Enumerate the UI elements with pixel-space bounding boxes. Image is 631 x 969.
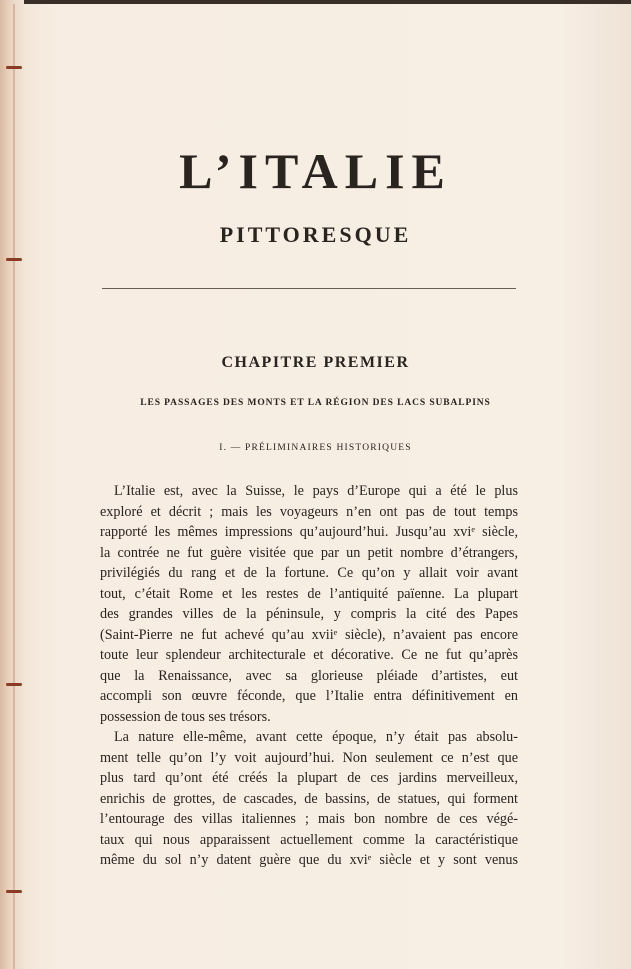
binding-stitch — [6, 890, 22, 893]
binding-stitch — [6, 683, 22, 686]
text-line: l’entourage des villas italiennes ; mais bon nombre de ces végé- — [100, 811, 518, 827]
text-line: tout, c’était Rome et les restes de l’antiquité païenne. La plupart — [100, 585, 518, 602]
text-line: rapporté les mêmes impressions qu’aujourd’hui. Jusqu’au xviᵉ siècle, — [100, 524, 518, 540]
book-subtitle: PITTORESQUE — [219, 222, 412, 247]
text-line: exploré et décrit ; mais les voyageurs n’en ont pas de tout temps — [100, 503, 518, 520]
text-line: enrichis de grottes, de cascades, de bassins, de statues, qui forment — [100, 790, 518, 807]
title-divider — [102, 288, 516, 289]
text-line: L’Italie est, avec la Suisse, le pays d’Europe qui a été le plus — [114, 483, 518, 499]
text-line: toute leur splendeur architecturale et décorative. Ce ne fut qu’après — [100, 647, 518, 663]
chapter-heading: CHAPITRE PREMIER — [221, 354, 410, 371]
section-heading: I. — PRÉLIMINAIRES HISTORIQUES — [219, 443, 412, 453]
text-line: la contrée ne fut guère visitée que par un petit nombre d’étrangers, — [100, 544, 518, 561]
book-title: L’ITALIE — [179, 143, 452, 199]
text-line: La nature elle-même, avant cette époque, n’y était pas absolu- — [114, 729, 518, 745]
text-line: des grandes villes de la péninsule, y compris la cité des Papes — [100, 606, 518, 622]
binding-stitch — [6, 66, 22, 69]
text-line: plus tard qu’ont été créés la plupart de ces jardins merveilleux, — [100, 770, 518, 786]
text-line: possession de tous ses trésors. — [100, 708, 271, 725]
text-line: (Saint-Pierre ne fut achevé qu’au xviiᵉ siècle), n’avaient pas encore — [100, 626, 518, 643]
text-line: taux qui nous apparaissent actuellement comme la caractéristique — [100, 831, 518, 848]
top-edge — [0, 0, 631, 4]
text-line: que la Renaissance, avec sa glorieuse pléiade d’artistes, eut — [100, 667, 518, 684]
chapter-subheading: LES PASSAGES DES MONTS ET LA RÉGION DES LACS SUBALPINS — [140, 398, 491, 408]
text-line: ment telle qu’on l’y voit aujourd’hui. Non seulement ce n’est que — [100, 749, 518, 766]
binding-stitch — [6, 258, 22, 261]
text-line: même du sol n’y datent guère que du xviᵉ siècle et y sont venus — [100, 852, 518, 868]
body-text — [100, 481, 518, 871]
text-line: privilégiés du rang et de la fortune. Ce qu’on y allait voir avant — [100, 565, 518, 581]
text-line: accompli son œuvre féconde, que l’Italie entra définitivement en — [100, 688, 518, 704]
